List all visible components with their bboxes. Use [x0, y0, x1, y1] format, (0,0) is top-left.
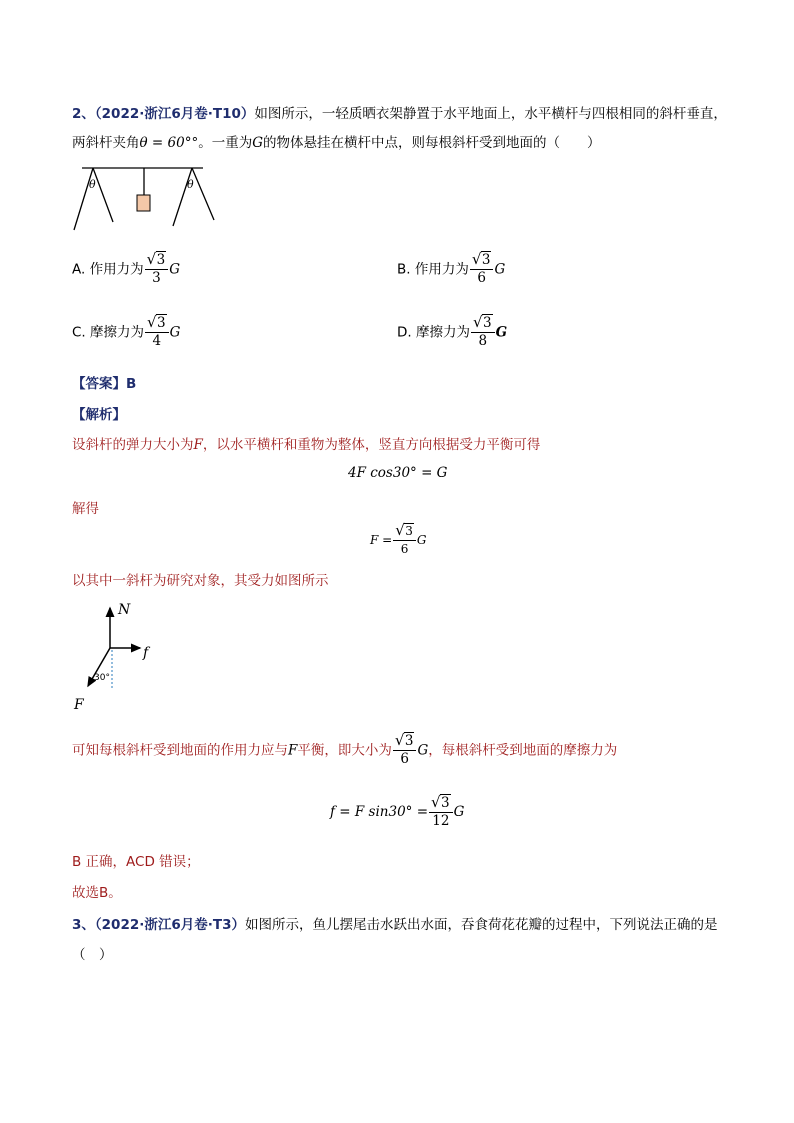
- weight-symbol: G: [169, 324, 181, 341]
- question-text: 如图所示，一轻质晒衣架静置于水平地面上，水平横杆与四根相同的斜杆垂直，: [254, 106, 727, 122]
- question-2-line-1: [72, 102, 727, 122]
- question-number: 3、: [72, 917, 95, 933]
- force-symbol: F: [193, 437, 203, 453]
- option-text: 作用力为: [89, 261, 144, 278]
- theta-expression: θ = 60°: [139, 135, 192, 151]
- equation-1: 4F cos30° = G: [348, 465, 448, 481]
- analysis-line-6: 故选B。: [72, 885, 122, 901]
- rod-force-label: F: [74, 697, 84, 713]
- analysis-line-3: 以其中一斜杆为研究对象，其受力如图所示: [72, 573, 329, 589]
- normal-force-label: N: [118, 602, 131, 618]
- theta-label-right: θ: [187, 178, 194, 191]
- option-text: 摩擦力为: [90, 324, 145, 341]
- option-label: A.: [72, 261, 86, 278]
- question-text: 如图所示，鱼儿摆尾击水跃出水面，吞食荷花花瓣的过程中，下列说法正确的是: [244, 917, 718, 933]
- weight-symbol: G: [169, 261, 180, 278]
- question-3-line-1: [72, 913, 717, 933]
- question-text: 两斜杆夹角: [72, 135, 140, 151]
- hanging-weight: [137, 195, 150, 211]
- analysis-line-5: B 正确，ACD 错误；: [72, 854, 200, 870]
- question-2-line-2: [72, 131, 601, 151]
- option-c[interactable]: [72, 315, 180, 350]
- right-rod-1: [173, 168, 192, 226]
- option-text: 摩擦力为: [415, 324, 470, 341]
- option-b[interactable]: [397, 252, 505, 287]
- equation-2: F = √ 3 6 G: [370, 521, 427, 556]
- weight-symbol: G: [494, 261, 506, 278]
- right-rod-2: [192, 168, 214, 220]
- friction-label: f: [143, 645, 149, 661]
- angle-label: 30°: [94, 673, 110, 683]
- fraction: √ 3 6: [470, 252, 494, 287]
- option-a[interactable]: [72, 252, 180, 287]
- fraction: √ 3 3: [145, 252, 169, 287]
- fraction: √ 3 4: [145, 315, 169, 350]
- question-source: （2022·浙江6月卷·T10）: [94, 106, 255, 122]
- option-label: D.: [397, 324, 412, 341]
- weight-symbol: G: [252, 135, 263, 151]
- analysis-line-4: 可知每根斜杆受到地面的作用力应与F平衡，即大小为 √ 3 6 G，每根斜杆受到地面的摩擦力为: [72, 731, 618, 767]
- solve-label: 解得: [72, 501, 99, 517]
- question-3-line-2: （ ）: [72, 947, 113, 963]
- option-label: B.: [397, 261, 411, 278]
- option-d[interactable]: [397, 315, 507, 350]
- question-text: 的物体悬挂在横杆中点，则每根斜杆受到地面的（ ）: [263, 135, 601, 151]
- theta-label-left: θ: [89, 178, 96, 191]
- weight-symbol: G: [495, 324, 508, 341]
- fraction: √ 3 8: [471, 315, 495, 350]
- analysis-label: 【解析】: [72, 407, 126, 423]
- equation-3: f = F sin30° = √ 3 12 G: [330, 793, 465, 829]
- question-text: °。一重为: [191, 135, 253, 151]
- left-rod-2: [93, 168, 113, 222]
- option-text: 作用力为: [414, 261, 469, 278]
- answer-label: 【答案】B: [72, 376, 137, 392]
- question-number: 2、: [72, 106, 95, 122]
- clothes-rack-figure: [70, 160, 220, 232]
- analysis-line-1: 设斜杆的弹力大小为F，以水平横杆和重物为整体，竖直方向根据受力平衡可得: [72, 437, 541, 453]
- question-source: （2022·浙江6月卷·T3）: [94, 917, 245, 933]
- force-diagram: [70, 598, 170, 716]
- option-label: C.: [72, 324, 86, 341]
